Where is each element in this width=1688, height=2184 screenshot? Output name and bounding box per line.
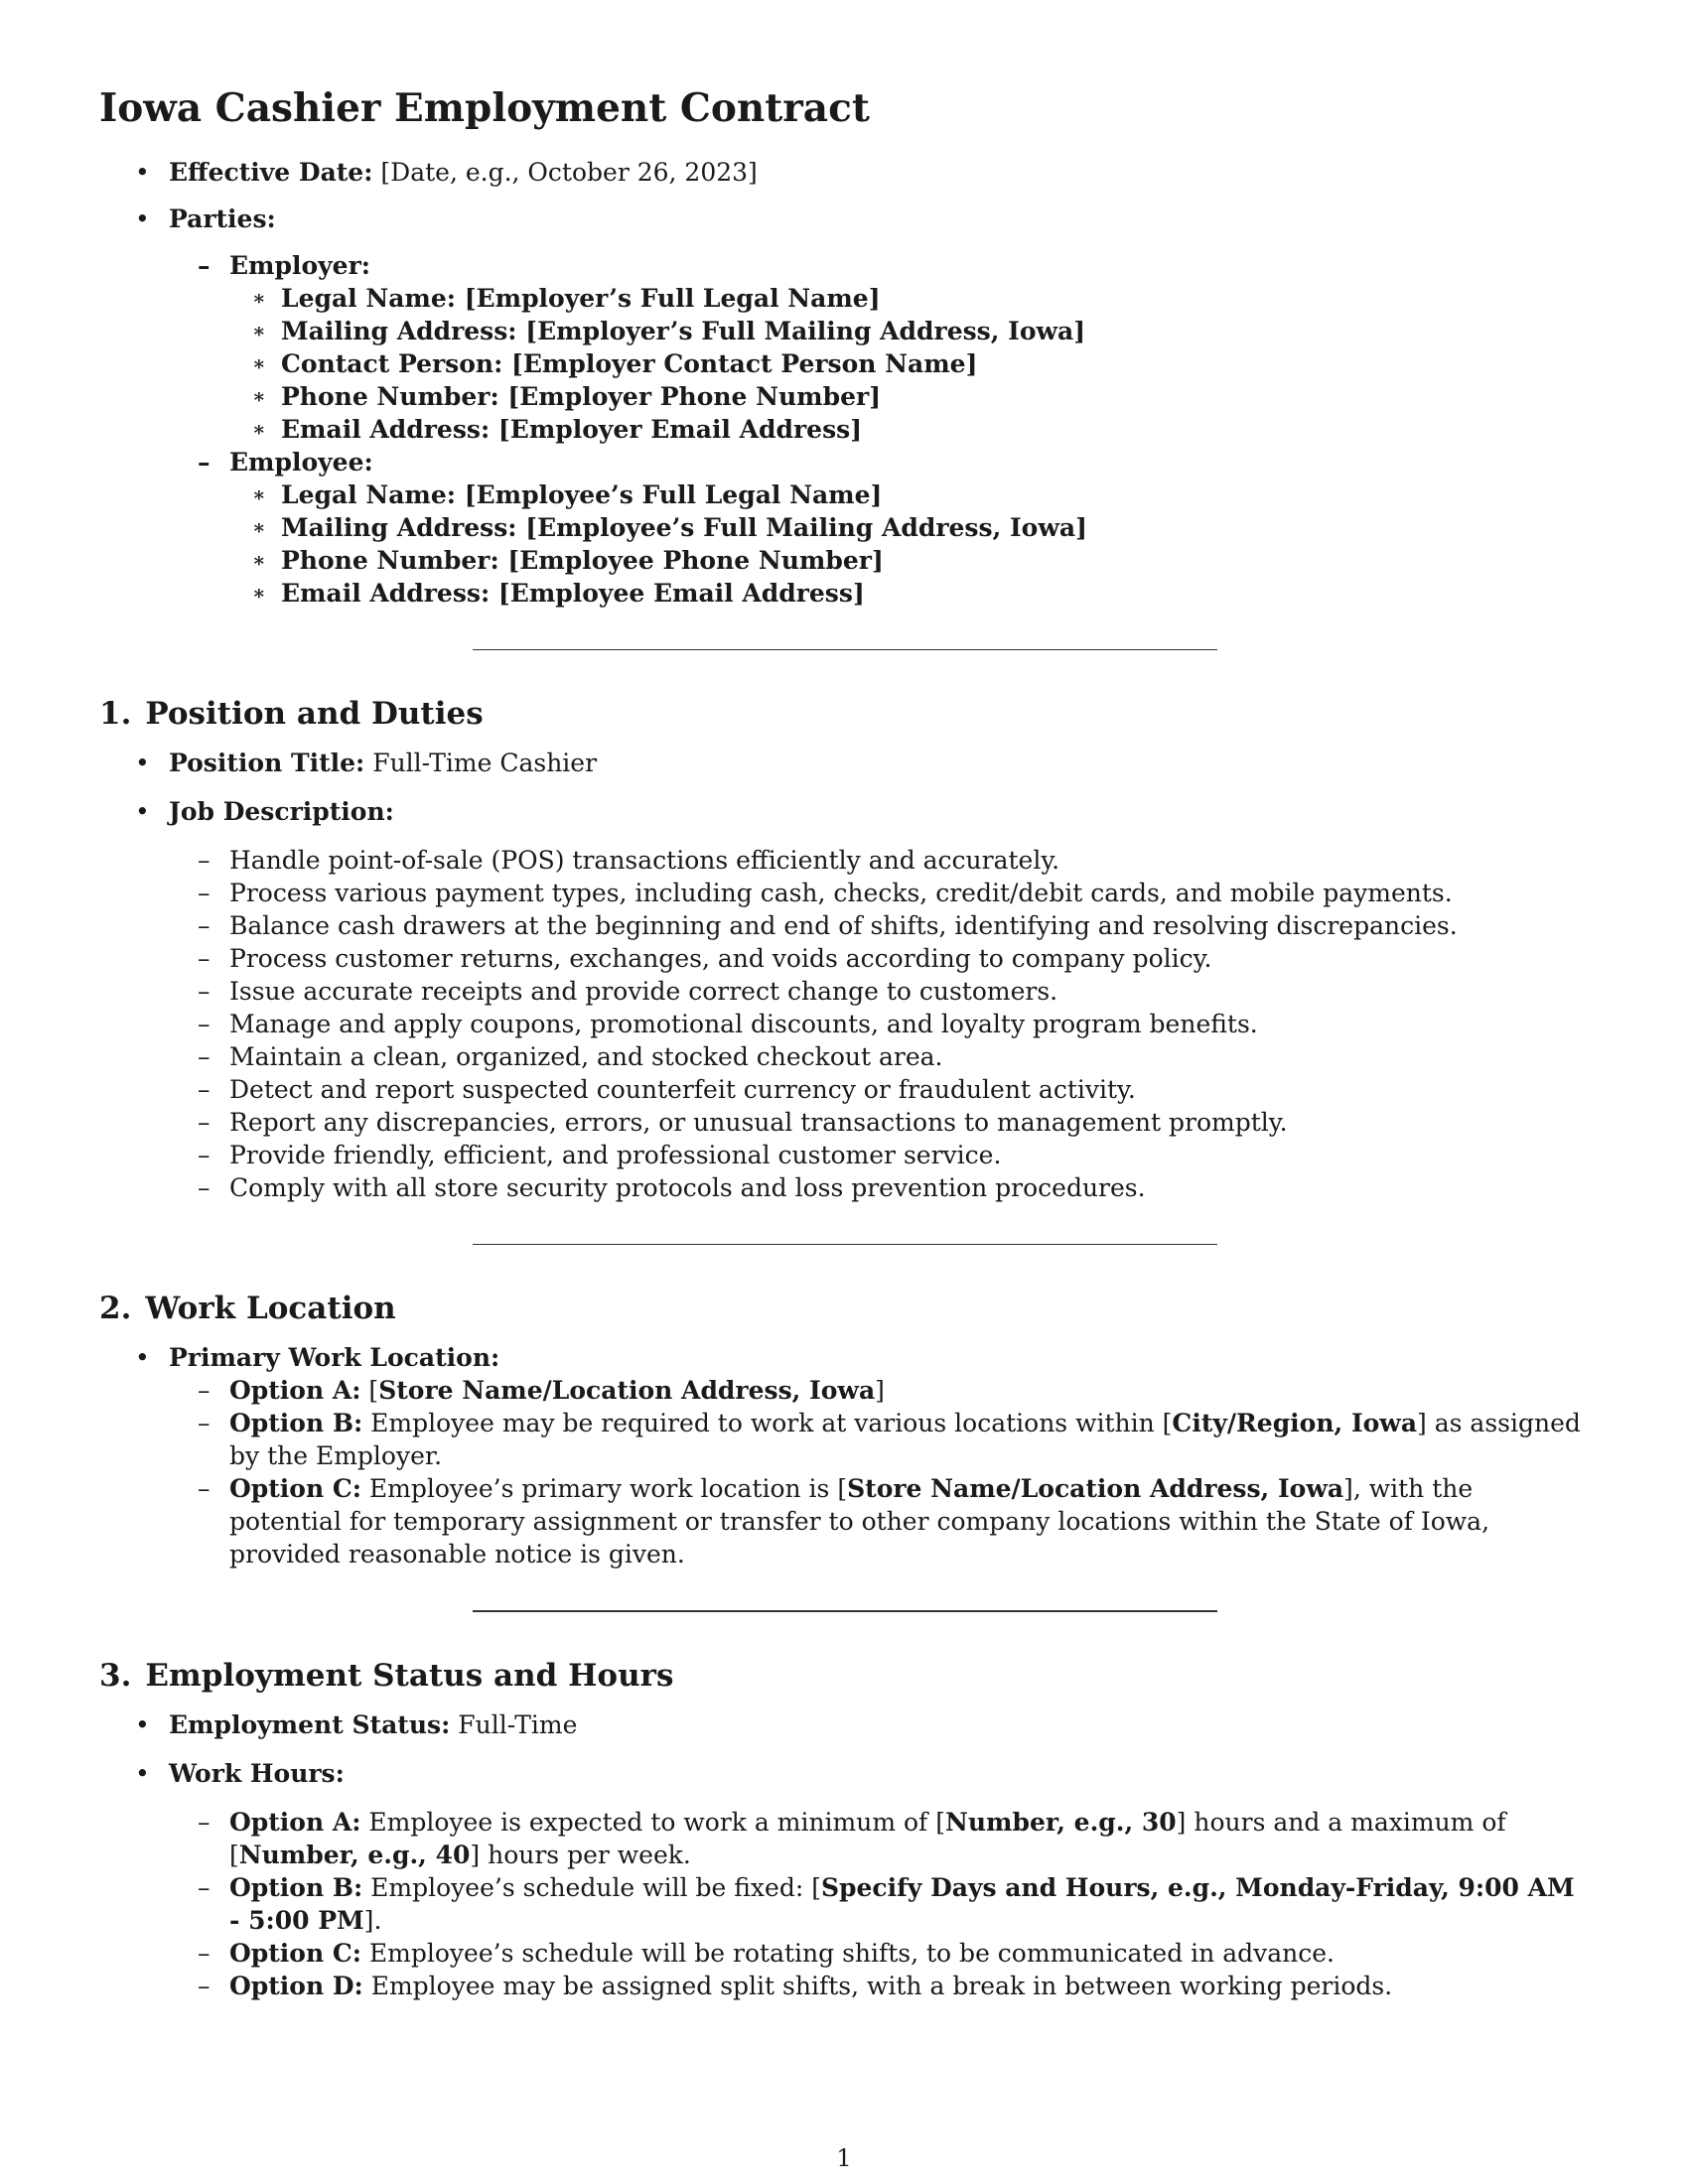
duty-item (99, 909, 1589, 942)
document-page (99, 85, 1589, 2002)
duty-item (99, 942, 1589, 975)
field-label: Contact Person: (281, 348, 503, 378)
effective-date-item (99, 156, 1589, 189)
employer-label: Employer: (229, 250, 370, 280)
option-text: hours and a maximum of (1186, 1808, 1506, 1838)
duty-text: Provide friendly, efficient, and professional customer service. (229, 1140, 1002, 1169)
dash-icon: – (198, 1140, 211, 1169)
duty-text: Manage and apply coupons, promotional discounts, and loyalty program benefits. (229, 1009, 1258, 1038)
dash-icon: – (198, 1939, 211, 1969)
field-value: Employer Email Address (509, 414, 851, 444)
option-text: , with the potential for temporary assignment or transfer to other company locations within the State of Iowa, provided reasonable notice is given. (229, 1474, 1490, 1570)
section-number: 1. (99, 695, 132, 732)
field-label: Email Address: (281, 578, 491, 608)
divider (473, 1244, 1217, 1245)
location-option-a: – Option A: [Store Name/Location Address, Iowa] (198, 1376, 885, 1406)
employer-field: ∗ Contact Person: [Employer Contact Person Name] (252, 348, 978, 378)
placeholder: Store Name/Location Address, Iowa (378, 1376, 876, 1406)
dash-icon: – (198, 250, 211, 280)
employer-field: ∗ Phone Number: [Employer Phone Number] (252, 381, 882, 411)
section-2-list (99, 1341, 1589, 1374)
employment-status-label: Employment Status: (169, 1710, 451, 1740)
hours-options (99, 1806, 1589, 2002)
dash-icon: – (198, 1873, 211, 1903)
work-hours-label: Work Hours: (169, 1759, 345, 1789)
divider (473, 1610, 1217, 1612)
section-number: 2. (99, 1290, 132, 1326)
asterisk-icon: ∗ (252, 350, 266, 375)
placeholder: Specify Days and Hours, e.g., Monday-Friday, 9:00 AM - 5:00 PM (229, 1873, 1575, 1936)
field-label: Email Address: (281, 414, 491, 444)
placeholder: Store Name/Location Address, Iowa (847, 1474, 1344, 1504)
job-description-label: Job Description: (169, 796, 394, 826)
field-value: Employer’s Full Legal Name (476, 283, 869, 313)
asterisk-icon: ∗ (252, 580, 266, 605)
duty-item (99, 975, 1589, 1008)
dash-icon: – (198, 1409, 211, 1438)
primary-location-label: Primary Work Location: (169, 1343, 500, 1373)
duty-text: Process customer returns, exchanges, and voids according to company policy. (229, 943, 1212, 973)
employee-field: ∗ Email Address: [Employee Email Address] (252, 578, 865, 608)
section-1-list (99, 747, 1589, 828)
duty-item (99, 877, 1589, 909)
field-value: Employer Phone Number (519, 381, 870, 411)
location-option-c: – Option C: Employee’s primary work location is [Store Name/Location Address, Iowa], with the potential for temporary assignment or transfer to other company locations within the State of Iowa, provided reasonable notice is given. (198, 1474, 1490, 1570)
duty-text: Maintain a clean, organized, and stocked checkout area. (229, 1041, 943, 1071)
section-heading: Position and Duties (145, 695, 484, 732)
employee-field: ∗ Legal Name: [Employee’s Full Legal Name] (252, 479, 883, 509)
field-value: Employer’s Full Mailing Address, Iowa (537, 316, 1074, 345)
page-number: 1 (836, 2144, 852, 2172)
dash-icon: – (198, 976, 211, 1006)
field-label: Mailing Address: (281, 512, 517, 542)
field-label: Legal Name: (281, 479, 457, 509)
bullet-icon: • (135, 796, 150, 826)
field-value: Employee Phone Number (519, 545, 872, 575)
hours-option-c (99, 1937, 1589, 1970)
option-label: Option C: (229, 1939, 361, 1969)
asterisk-icon: ∗ (252, 285, 266, 310)
header-list (99, 156, 1589, 235)
option-label: Option B: (229, 1873, 363, 1903)
field-value: Employee’s Full Mailing Address, Iowa (537, 512, 1076, 542)
parties-label: Parties: (169, 204, 276, 233)
dash-icon: – (198, 1808, 211, 1838)
duty-text: Process various payment types, including cash, checks, credit/debit cards, and mobile payments. (229, 878, 1453, 907)
bullet-icon: • (135, 1343, 150, 1373)
employee-field: ∗ Phone Number: [Employee Phone Number] (252, 545, 884, 575)
position-title-item (99, 747, 1589, 779)
employer-item (99, 249, 1589, 282)
option-text: Employee may be required to work at various locations within (362, 1409, 1163, 1438)
field-value: Employee Email Address (509, 578, 853, 608)
dash-icon: – (198, 1009, 211, 1038)
hours-option-b: – Option B: Employee’s schedule will be fixed: [Specify Days and Hours, e.g., Monday-Friday, 9:00 AM - 5:00 PM]. (198, 1873, 1575, 1936)
section-heading: Employment Status and Hours (145, 1658, 674, 1695)
section-number: 3. (99, 1658, 132, 1695)
option-label: Option B: (229, 1409, 363, 1438)
divider (473, 649, 1217, 650)
employee-item (99, 446, 1589, 478)
duty-item (99, 1171, 1589, 1204)
location-option-b: – Option B: Employee may be required to work at various locations within [City/Region, Iowa] as assigned by the Employer. (198, 1409, 1581, 1471)
dash-icon: – (198, 1107, 211, 1137)
placeholder: Number, e.g., 40 (238, 1841, 471, 1870)
employment-status-item (99, 1708, 1589, 1741)
effective-date-label: Effective Date: (169, 157, 373, 187)
duty-item (99, 1040, 1589, 1073)
dash-icon: – (198, 1474, 211, 1504)
location-options (99, 1374, 1589, 1570)
option-text: as assigned by the Employer. (229, 1409, 1581, 1471)
employer-field: ∗ Email Address: [Employer Email Address] (252, 414, 863, 444)
dash-icon: – (198, 1172, 211, 1202)
dash-icon: – (198, 878, 211, 907)
job-description-item (99, 795, 1589, 828)
field-value: Employer Contact Person Name (522, 348, 966, 378)
section-1-title (99, 696, 1589, 733)
hours-option-d (99, 1970, 1589, 2002)
dash-icon: – (198, 1074, 211, 1104)
option-text: Employee’s primary work location is (360, 1474, 838, 1504)
asterisk-icon: ∗ (252, 547, 266, 572)
field-value: Employee’s Full Legal Name (476, 479, 871, 509)
duty-text: Report any discrepancies, errors, or unusual transactions to management promptly. (229, 1107, 1288, 1137)
bullet-icon: • (135, 157, 150, 187)
section-3-list (99, 1708, 1589, 1790)
option-text: Employee’s schedule will be fixed: (362, 1873, 812, 1903)
dash-icon: – (198, 447, 211, 477)
asterisk-icon: ∗ (252, 383, 266, 408)
duty-text: Handle point-of-sale (POS) transactions efficiently and accurately. (229, 845, 1060, 875)
bullet-icon: • (135, 748, 150, 777)
effective-date-value: [Date, e.g., October 26, 2023] (380, 157, 758, 187)
option-text: Employee’s schedule will be rotating shifts, to be communicated in advance. (360, 1939, 1335, 1969)
field-label: Phone Number: (281, 381, 499, 411)
option-label: Option A: (229, 1808, 361, 1838)
employer-field: ∗ Mailing Address: [Employer’s Full Mailing Address, Iowa] (252, 316, 1086, 345)
dash-icon: – (198, 845, 211, 875)
bullet-icon: • (135, 204, 150, 233)
option-label: Option C: (229, 1474, 361, 1504)
duty-text: Comply with all store security protocols and loss prevention procedures. (229, 1172, 1146, 1202)
field-label: Mailing Address: (281, 316, 517, 345)
employer-field: ∗ Legal Name: [Employer’s Full Legal Name] (252, 283, 881, 313)
employee-field: ∗ Mailing Address: [Employee’s Full Mailing Address, Iowa] (252, 512, 1087, 542)
option-text: hours per week. (480, 1841, 691, 1870)
employment-status-value: Full-Time (458, 1710, 578, 1740)
option-text: Employee may be assigned split shifts, with a break in between working periods. (362, 1972, 1393, 2001)
primary-location-item (99, 1341, 1589, 1374)
asterisk-icon: ∗ (252, 514, 266, 539)
dash-icon: – (198, 910, 211, 940)
duty-item (99, 1139, 1589, 1171)
dash-icon: – (198, 1376, 211, 1406)
duty-item (99, 1073, 1589, 1106)
field-label: Legal Name: (281, 283, 457, 313)
parties-sublist (99, 249, 1589, 610)
dash-icon: – (198, 1041, 211, 1071)
employee-label: Employee: (229, 447, 373, 477)
asterisk-icon: ∗ (252, 416, 266, 441)
option-text: Employee is expected to work a minimum of (360, 1808, 936, 1838)
option-label: Option D: (229, 1972, 363, 2001)
duty-item (99, 1008, 1589, 1040)
duty-text: Issue accurate receipts and provide correct change to customers. (229, 976, 1058, 1006)
section-3-title (99, 1658, 1589, 1695)
asterisk-icon: ∗ (252, 481, 266, 506)
option-text: . (373, 1906, 382, 1936)
placeholder: City/Region, Iowa (1172, 1409, 1418, 1438)
duty-text: Balance cash drawers at the beginning and end of shifts, identifying and resolving discrepancies. (229, 910, 1458, 940)
dash-icon: – (198, 1972, 211, 2001)
parties-item (99, 203, 1589, 235)
position-title-value: Full-Time Cashier (372, 748, 598, 777)
duty-item (99, 844, 1589, 877)
duties-list (99, 844, 1589, 1204)
position-title-label: Position Title: (169, 748, 365, 777)
bullet-icon: • (135, 1759, 150, 1789)
bullet-icon: • (135, 1710, 150, 1740)
dash-icon: – (198, 943, 211, 973)
field-label: Phone Number: (281, 545, 499, 575)
duty-item (99, 1106, 1589, 1139)
placeholder: Number, e.g., 30 (945, 1808, 1177, 1838)
duty-text: Detect and report suspected counterfeit currency or fraudulent activity. (229, 1074, 1136, 1104)
work-hours-item (99, 1757, 1589, 1790)
hours-option-a: – Option A: Employee is expected to work a minimum of [Number, e.g., 30] hours and a maximum of [Number, e.g., 40] hours per week. (198, 1808, 1506, 1870)
option-label: Option A: (229, 1376, 361, 1406)
asterisk-icon: ∗ (252, 318, 266, 342)
section-heading: Work Location (145, 1290, 396, 1326)
section-2-title (99, 1291, 1589, 1327)
document-title: Iowa Cashier Employment Contract (99, 85, 870, 131)
